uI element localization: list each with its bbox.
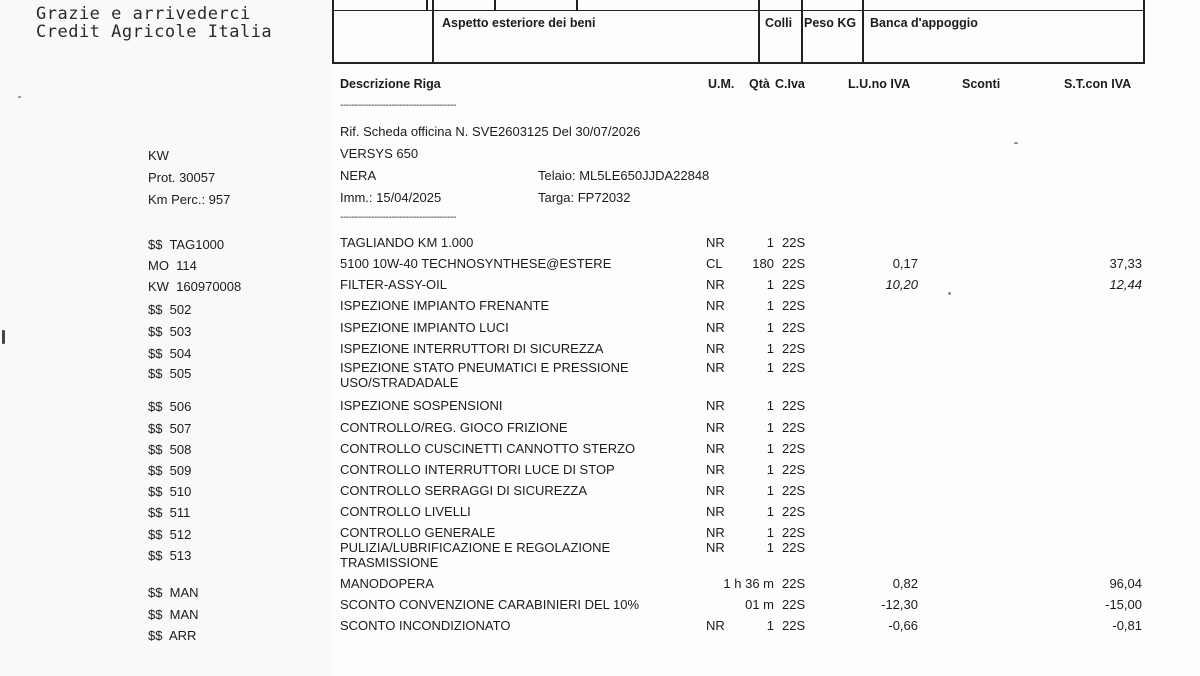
item-iva: 22S xyxy=(782,298,806,313)
invoice-sheet xyxy=(332,0,1200,676)
item-code: $$ MAN xyxy=(148,607,199,622)
info-imm: Imm.: 15/04/2025 xyxy=(340,190,442,205)
item-code: $$ 502 xyxy=(148,302,192,317)
item-code: $$ ARR xyxy=(148,628,197,643)
aspetto-label: Aspetto esteriore dei beni xyxy=(442,16,596,30)
dash-separator: ----------------------------------------- xyxy=(340,100,457,111)
item-qta: 1 xyxy=(766,540,774,555)
item-total: -0,81 xyxy=(1112,618,1142,633)
item-unit-price: 0,82 xyxy=(892,576,918,591)
divider xyxy=(576,0,578,10)
item-code: $$ 507 xyxy=(148,421,192,436)
item-description: ISPEZIONE IMPIANTO LUCI xyxy=(340,320,509,335)
item-code: $$ TAG1000 xyxy=(148,237,225,252)
item-total: 37,33 xyxy=(1109,256,1142,271)
item-iva: 22S xyxy=(782,420,806,435)
item-code: $$ 512 xyxy=(148,527,192,542)
item-iva: 22S xyxy=(782,341,806,356)
info-telaio: Telaio: ML5LE650JJDA22848 xyxy=(538,168,710,183)
item-um: NR xyxy=(706,462,725,477)
item-code: KW 160970008 xyxy=(148,279,242,294)
item-unit-price: 10,20 xyxy=(885,277,918,292)
item-code: $$ 504 xyxy=(148,346,192,361)
item-um: NR xyxy=(706,235,725,250)
divider xyxy=(432,0,434,64)
item-unit-price: -12,30 xyxy=(881,597,918,612)
item-qta: 1 xyxy=(766,398,774,413)
item-code: $$ 508 xyxy=(148,442,192,457)
item-um: NR xyxy=(706,398,725,413)
scheda-ref: Rif. Scheda officina N. SVE2603125 Del 30/07/2026 xyxy=(340,124,641,139)
item-um: NR xyxy=(706,341,725,356)
item-code: $$ 509 xyxy=(148,463,192,478)
item-iva: 22S xyxy=(782,360,806,375)
speck xyxy=(1014,142,1018,144)
item-um: NR xyxy=(706,298,725,313)
item-qta: 01 m xyxy=(745,597,774,612)
item-qta: 1 xyxy=(766,341,774,356)
divider xyxy=(758,0,760,64)
dash-separator: ----------------------------------------- xyxy=(340,212,457,223)
item-code: $$ 505 xyxy=(148,366,192,381)
item-iva: 22S xyxy=(782,462,806,477)
header-top-strip xyxy=(334,0,1143,11)
item-um: NR xyxy=(706,618,725,633)
item-qta: 1 xyxy=(766,360,774,375)
item-code: $$ 511 xyxy=(148,505,191,520)
item-description: CONTROLLO CUSCINETTI CANNOTTO STERZO xyxy=(340,441,636,456)
item-description: TAGLIANDO KM 1.000 xyxy=(340,235,474,250)
item-um: NR xyxy=(706,525,725,540)
item-iva: 22S xyxy=(782,320,806,335)
item-description: CONTROLLO/REG. GIOCO FRIZIONE xyxy=(340,420,568,435)
info-modello: VERSYS 650 xyxy=(340,146,419,161)
info-prot: Prot. 30057 xyxy=(148,170,216,185)
item-um: NR xyxy=(706,483,725,498)
item-qta: 1 xyxy=(766,235,774,250)
speck xyxy=(948,292,951,295)
item-description: CONTROLLO GENERALE xyxy=(340,525,496,540)
item-description-cont: TRASMISSIONE xyxy=(340,555,439,570)
item-um: NR xyxy=(706,540,725,555)
item-um: CL xyxy=(706,256,723,271)
item-um: NR xyxy=(706,441,725,456)
colli-label: Colli xyxy=(765,16,793,30)
item-description: ISPEZIONE IMPIANTO FRENANTE xyxy=(340,298,550,313)
item-total: 96,04 xyxy=(1109,576,1142,591)
col-um: U.M. xyxy=(708,77,735,91)
item-iva: 22S xyxy=(782,256,806,271)
item-qta: 180 xyxy=(752,256,774,271)
item-iva: 22S xyxy=(782,277,806,292)
item-code: $$ 513 xyxy=(148,548,192,563)
item-qta: 1 xyxy=(766,420,774,435)
item-iva: 22S xyxy=(782,235,806,250)
item-um: NR xyxy=(706,320,725,335)
speck xyxy=(18,96,21,98)
item-code: $$ 503 xyxy=(148,324,192,339)
peso-label: Peso KG xyxy=(804,16,857,30)
item-qta: 1 xyxy=(766,277,774,292)
col-qta: Qtà xyxy=(749,77,770,91)
col-civa: C.Iva xyxy=(775,77,805,91)
item-qta: 1 xyxy=(766,320,774,335)
info-colore: NERA xyxy=(340,168,377,183)
receipt-bank-name: Credit Agricole Italia xyxy=(36,22,273,42)
item-iva: 22S xyxy=(782,398,806,413)
item-description: ISPEZIONE STATO PNEUMATICI E PRESSIONE xyxy=(340,360,629,375)
item-description: CONTROLLO SERRAGGI DI SICUREZZA xyxy=(340,483,588,498)
item-iva: 22S xyxy=(782,483,806,498)
item-total: 12,44 xyxy=(1109,277,1142,292)
item-qta: 1 xyxy=(766,525,774,540)
item-unit-price: 0,17 xyxy=(892,256,918,271)
item-description: CONTROLLO LIVELLI xyxy=(340,504,471,519)
receipt-greeting: Grazie e arrivederci xyxy=(36,4,251,24)
item-iva: 22S xyxy=(782,576,806,591)
item-qta: 1 xyxy=(766,618,774,633)
item-description: FILTER-ASSY-OIL xyxy=(340,277,447,292)
item-description: 5100 10W-40 TECHNOSYNTHESE@ESTERE xyxy=(340,256,612,271)
item-unit-price: -0,66 xyxy=(888,618,918,633)
info-targa: Targa: FP72032 xyxy=(538,190,631,205)
col-sconti: Sconti xyxy=(962,77,1001,91)
info-kw: KW xyxy=(148,148,169,163)
item-iva: 22S xyxy=(782,525,806,540)
item-iva: 22S xyxy=(782,504,806,519)
item-qta: 1 xyxy=(766,483,774,498)
item-qta: 1 h 36 m xyxy=(723,576,774,591)
col-descrizione: Descrizione Riga xyxy=(340,77,441,91)
item-description: SCONTO CONVENZIONE CARABINIERI DEL 10% xyxy=(340,597,640,612)
item-um: NR xyxy=(706,504,725,519)
item-code: MO 114 xyxy=(148,258,197,273)
speck xyxy=(2,330,5,344)
banca-label: Banca d'appoggio xyxy=(870,16,978,30)
item-description-cont: USO/STRADADALE xyxy=(340,375,459,390)
item-description: ISPEZIONE INTERRUTTORI DI SICUREZZA xyxy=(340,341,604,356)
divider xyxy=(801,0,803,64)
item-code: $$ 510 xyxy=(148,484,192,499)
goods-header-box xyxy=(332,0,1145,64)
item-total: -15,00 xyxy=(1105,597,1142,612)
divider xyxy=(426,0,428,10)
item-um: NR xyxy=(706,277,725,292)
item-iva: 22S xyxy=(782,441,806,456)
item-description: MANODOPERA xyxy=(340,576,434,591)
item-description: PULIZIA/LUBRIFICAZIONE E REGOLAZIONE xyxy=(340,540,611,555)
item-um: NR xyxy=(706,360,725,375)
divider xyxy=(494,0,496,10)
item-description: ISPEZIONE SOSPENSIONI xyxy=(340,398,503,413)
item-code: $$ 506 xyxy=(148,399,192,414)
item-description: SCONTO INCONDIZIONATO xyxy=(340,618,511,633)
item-qta: 1 xyxy=(766,441,774,456)
item-code: $$ MAN xyxy=(148,585,199,600)
item-description: CONTROLLO INTERRUTTORI LUCE DI STOP xyxy=(340,462,615,477)
item-qta: 1 xyxy=(766,298,774,313)
item-qta: 1 xyxy=(766,462,774,477)
col-st: S.T.con IVA xyxy=(1064,77,1132,91)
item-um: NR xyxy=(706,420,725,435)
item-iva: 22S xyxy=(782,597,806,612)
divider xyxy=(862,0,864,64)
item-iva: 22S xyxy=(782,540,806,555)
item-iva: 22S xyxy=(782,618,806,633)
col-lu: L.U.no IVA xyxy=(848,77,911,91)
info-km: Km Perc.: 957 xyxy=(148,192,231,207)
item-qta: 1 xyxy=(766,504,774,519)
